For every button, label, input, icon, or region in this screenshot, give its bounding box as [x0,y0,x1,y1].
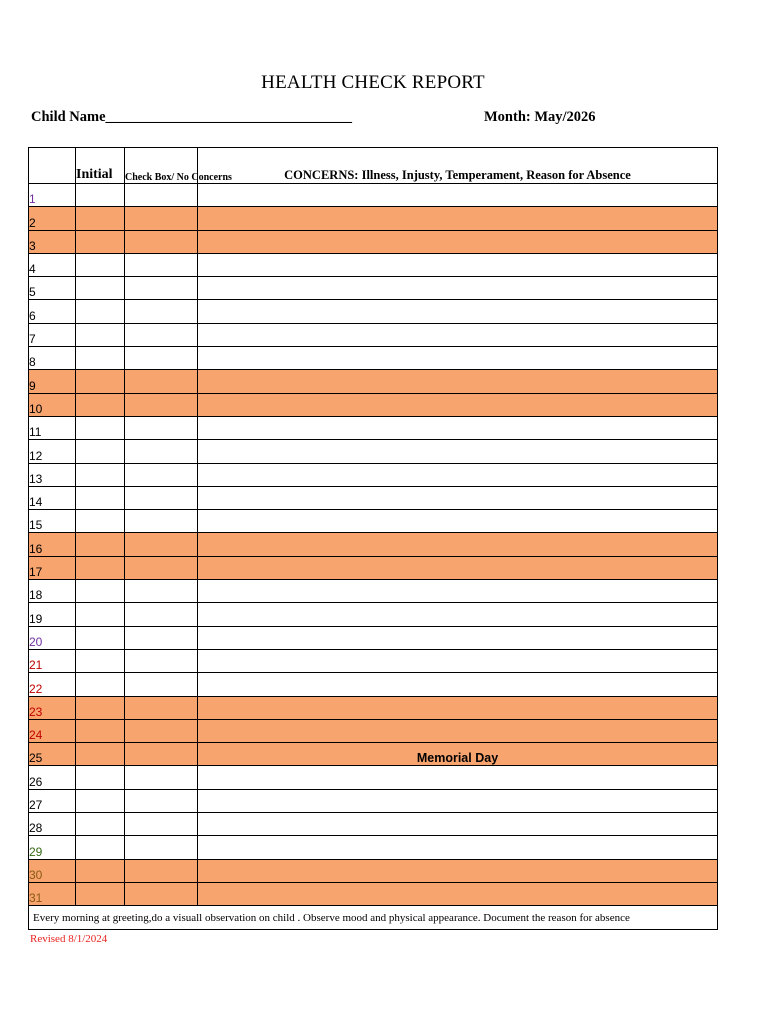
table-row [29,347,718,370]
initial-cell[interactable] [76,300,125,323]
initial-cell[interactable] [76,789,125,812]
table-row [29,603,718,626]
concerns-cell[interactable] [198,347,718,370]
day-number: 21 [29,649,76,672]
day-number: 3 [29,230,76,253]
concerns-cell[interactable] [198,649,718,672]
initial-cell[interactable] [76,649,125,672]
no-concerns-checkbox-cell[interactable] [125,603,198,626]
day-number: 13 [29,463,76,486]
no-concerns-checkbox-cell[interactable] [125,743,198,766]
no-concerns-checkbox-cell[interactable] [125,463,198,486]
initial-cell[interactable] [76,253,125,276]
table-row [29,393,718,416]
concerns-cell[interactable] [198,253,718,276]
no-concerns-checkbox-cell[interactable] [125,253,198,276]
concerns-cell[interactable] [198,766,718,789]
table-row [29,230,718,253]
concerns-cell[interactable] [198,486,718,509]
day-number: 7 [29,323,76,346]
concerns-cell[interactable] [198,207,718,230]
concerns-cell[interactable] [198,300,718,323]
initial-cell[interactable] [76,230,125,253]
concerns-cell[interactable] [198,533,718,556]
concerns-cell[interactable] [198,393,718,416]
initial-cell[interactable] [76,882,125,905]
concerns-cell[interactable] [198,277,718,300]
table-row [29,184,718,207]
no-concerns-checkbox-cell[interactable] [125,370,198,393]
no-concerns-checkbox-cell[interactable] [125,859,198,882]
no-concerns-checkbox-cell[interactable] [125,766,198,789]
initial-cell[interactable] [76,743,125,766]
no-concerns-checkbox-cell[interactable] [125,556,198,579]
table-row [29,323,718,346]
no-concerns-checkbox-cell[interactable] [125,440,198,463]
concerns-cell[interactable] [198,789,718,812]
no-concerns-checkbox-cell[interactable] [125,184,198,207]
day-number: 1 [29,184,76,207]
day-number: 22 [29,673,76,696]
header-day-cell [29,148,76,184]
initial-cell[interactable] [76,347,125,370]
day-number: 20 [29,626,76,649]
day-number: 6 [29,300,76,323]
initial-cell[interactable] [76,626,125,649]
no-concerns-checkbox-cell[interactable] [125,649,198,672]
concerns-cell[interactable] [198,184,718,207]
initial-cell[interactable] [76,463,125,486]
table-row [29,253,718,276]
table-row [29,836,718,859]
initial-cell[interactable] [76,696,125,719]
revised-date: Revised 8/1/2024 [30,933,108,945]
no-concerns-checkbox-cell[interactable] [125,673,198,696]
initial-cell[interactable] [76,277,125,300]
table-row [29,300,718,323]
day-number: 8 [29,347,76,370]
no-concerns-checkbox-cell[interactable] [125,393,198,416]
table-body [29,184,718,906]
concerns-cell[interactable] [198,813,718,836]
table-row [29,766,718,789]
concerns-cell[interactable] [198,556,718,579]
child-name-field[interactable]: Child Name__________________________________ [31,109,353,125]
table-row [29,207,718,230]
page-title: HEALTH CHECK REPORT [261,72,485,93]
day-number: 10 [29,393,76,416]
table-row [29,440,718,463]
initial-cell[interactable] [76,859,125,882]
table-row [29,416,718,439]
initial-cell[interactable] [76,766,125,789]
initial-cell[interactable] [76,673,125,696]
initial-cell[interactable] [76,556,125,579]
concerns-cell[interactable]: Memorial Day [198,743,718,766]
table-footer-row [29,906,718,930]
concerns-cell[interactable] [198,463,718,486]
day-number: 15 [29,510,76,533]
initial-cell[interactable] [76,207,125,230]
no-concerns-checkbox-cell[interactable] [125,533,198,556]
no-concerns-checkbox-cell[interactable] [125,510,198,533]
no-concerns-checkbox-cell[interactable] [125,416,198,439]
day-number: 19 [29,603,76,626]
table-row [29,533,718,556]
no-concerns-checkbox-cell[interactable] [125,696,198,719]
table-row [29,580,718,603]
initial-cell[interactable] [76,813,125,836]
day-number: 29 [29,836,76,859]
day-number: 24 [29,719,76,742]
initial-cell[interactable] [76,184,125,207]
table-row [29,649,718,672]
initial-cell[interactable] [76,580,125,603]
concerns-cell[interactable] [198,580,718,603]
table-row [29,486,718,509]
header-initial: Initial [76,148,125,184]
table-row [29,813,718,836]
concerns-cell[interactable] [198,510,718,533]
concerns-cell[interactable] [198,882,718,905]
table-row [29,510,718,533]
table-row [29,719,718,742]
table-row [29,673,718,696]
table-row [29,370,718,393]
initial-cell[interactable] [76,836,125,859]
initial-cell[interactable] [76,533,125,556]
concerns-cell[interactable] [198,230,718,253]
no-concerns-checkbox-cell[interactable] [125,580,198,603]
no-concerns-checkbox-cell[interactable] [125,813,198,836]
table-row [29,626,718,649]
initial-cell[interactable] [76,510,125,533]
no-concerns-checkbox-cell[interactable] [125,207,198,230]
concerns-cell[interactable] [198,416,718,439]
concerns-cell[interactable] [198,696,718,719]
concerns-cell[interactable] [198,859,718,882]
day-number: 23 [29,696,76,719]
header-check-box: Check Box/ No Concerns [125,148,198,184]
concerns-cell[interactable] [198,836,718,859]
header-concerns: CONCERNS: Illness, Injusty, Temperament, Reason for Absence [198,148,718,184]
no-concerns-checkbox-cell[interactable] [125,882,198,905]
table-row [29,463,718,486]
table-row [29,556,718,579]
table-row [29,696,718,719]
initial-cell[interactable] [76,440,125,463]
day-number: 18 [29,580,76,603]
day-number: 14 [29,486,76,509]
initial-cell[interactable] [76,323,125,346]
concerns-cell[interactable] [198,603,718,626]
concerns-cell[interactable] [198,626,718,649]
no-concerns-checkbox-cell[interactable] [125,277,198,300]
table-row [29,743,718,766]
table-row [29,277,718,300]
initial-cell[interactable] [76,603,125,626]
day-number: 31 [29,882,76,905]
day-number: 4 [29,253,76,276]
day-number: 17 [29,556,76,579]
no-concerns-checkbox-cell[interactable] [125,300,198,323]
table-row [29,789,718,812]
health-check-table [28,147,718,930]
day-number: 16 [29,533,76,556]
table-row [29,882,718,905]
no-concerns-checkbox-cell[interactable] [125,719,198,742]
concerns-cell[interactable] [198,440,718,463]
day-number: 12 [29,440,76,463]
day-number: 2 [29,207,76,230]
initial-cell[interactable] [76,393,125,416]
no-concerns-checkbox-cell[interactable] [125,836,198,859]
initial-cell[interactable] [76,486,125,509]
day-number: 26 [29,766,76,789]
day-number: 11 [29,416,76,439]
no-concerns-checkbox-cell[interactable] [125,626,198,649]
instructions-note: Every morning at greeting,do a visuall observation on child . Observe mood and physical appearance. Document the reason for absence [29,906,718,930]
month-label: Month: May/2026 [484,109,596,125]
day-number: 27 [29,789,76,812]
day-number: 9 [29,370,76,393]
initial-cell[interactable] [76,370,125,393]
no-concerns-checkbox-cell[interactable] [125,323,198,346]
no-concerns-checkbox-cell[interactable] [125,789,198,812]
day-number: 25 [29,743,76,766]
table-row [29,859,718,882]
initial-cell[interactable] [76,719,125,742]
day-number: 5 [29,277,76,300]
no-concerns-checkbox-cell[interactable] [125,230,198,253]
day-number: 28 [29,813,76,836]
no-concerns-checkbox-cell[interactable] [125,486,198,509]
no-concerns-checkbox-cell[interactable] [125,347,198,370]
concerns-cell[interactable] [198,323,718,346]
concerns-cell[interactable] [198,719,718,742]
concerns-cell[interactable] [198,673,718,696]
table-header-row [29,148,718,184]
concerns-cell[interactable] [198,370,718,393]
day-number: 30 [29,859,76,882]
initial-cell[interactable] [76,416,125,439]
